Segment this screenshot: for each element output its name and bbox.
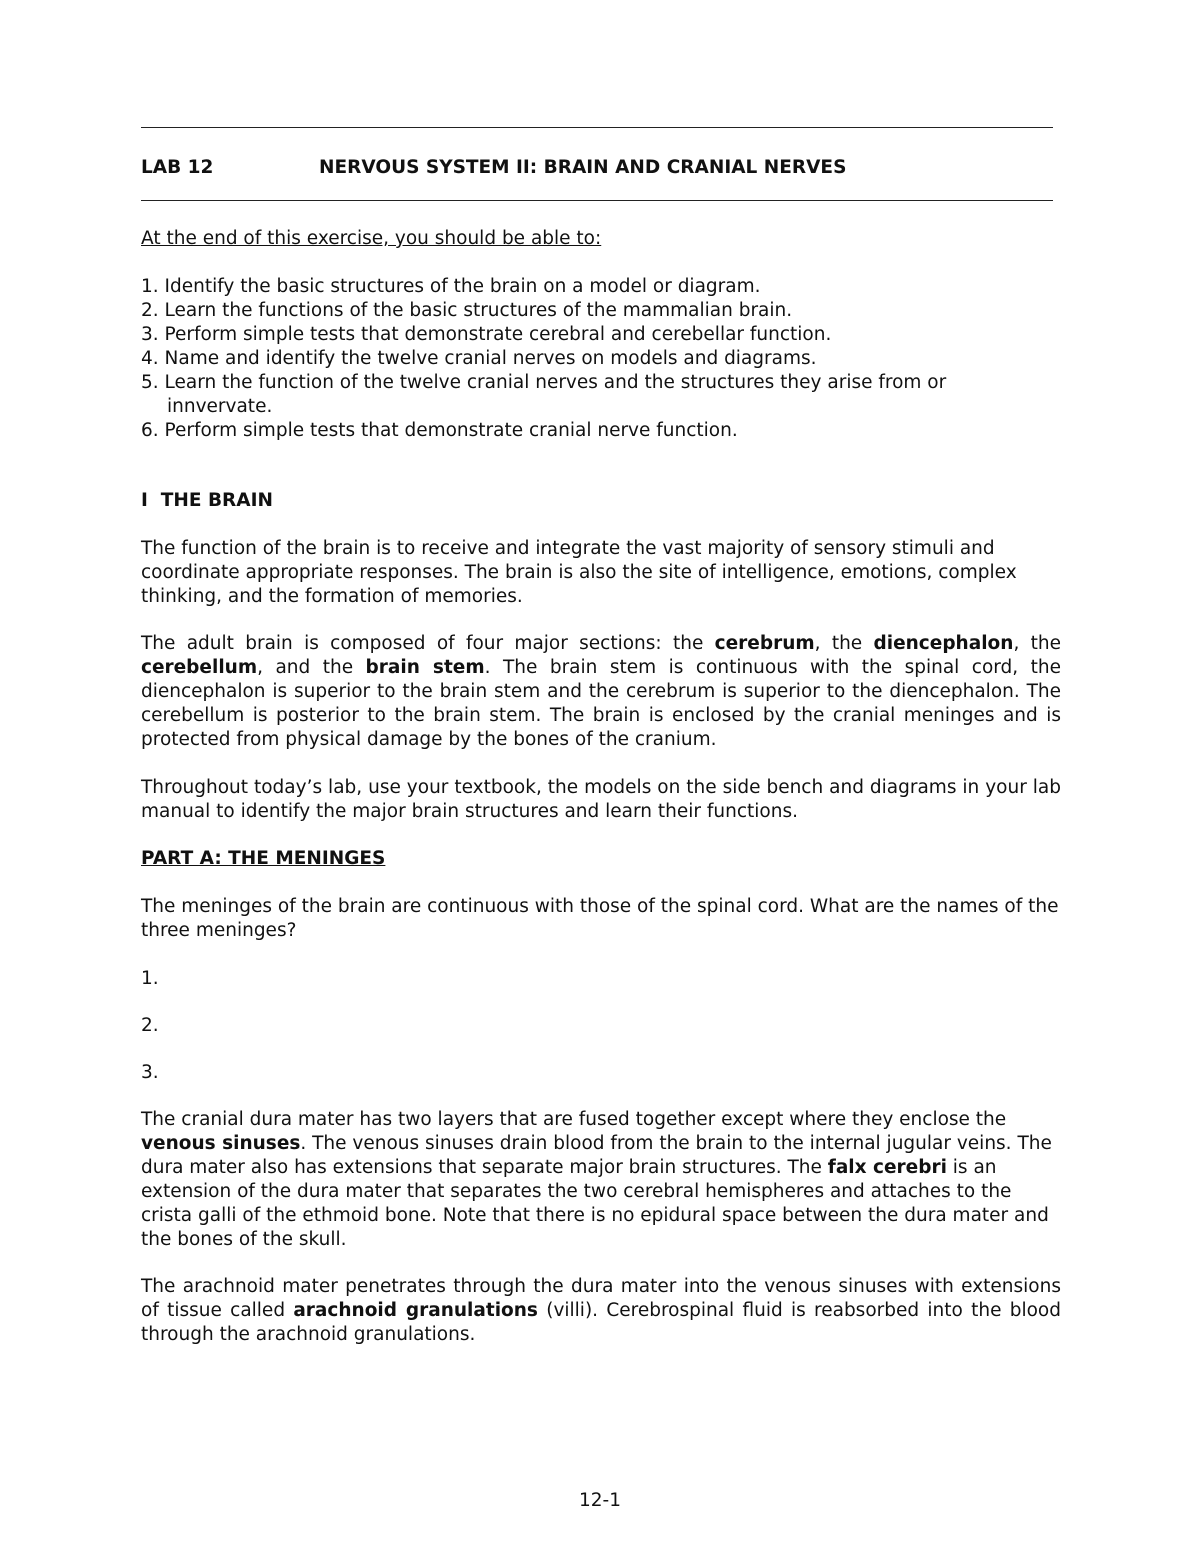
text-run: , the — [1013, 633, 1061, 654]
text-run: , the — [814, 633, 874, 654]
text-run: The cranial dura mater has two layers that are fused together except where they enclose the — [141, 1109, 1007, 1130]
text-run: The adult brain is composed of four major sections: the — [141, 633, 715, 654]
objective-item: 3. Perform simple tests that demonstrate cerebral and cerebellar function. — [141, 324, 832, 345]
header-bottom-rule — [141, 200, 1053, 201]
top-rule — [141, 127, 1053, 128]
term-falx-cerebri: falx cerebri — [827, 1157, 947, 1178]
text-run: . The brain stem is continuous with the spinal cord, the diencephalon is superior to the brain stem and the cerebrum is superior to the diencephalon. The cerebellum is posterior to the brain stem. The brain is enclosed by the cranial meninges and is protected from physical damage by the bones of the cranium. — [141, 657, 1061, 750]
objective-item: 5. Learn the function of the twelve cranial nerves and the structures they arise from or innvervate. — [141, 372, 947, 417]
text-run: is an extension of the dura mater that separates the two cerebral hemispheres and attaches to the crista galli of the ethmoid bone. Note that there is no epidural space between the dura mater and the bones of the skull. — [141, 1157, 1049, 1250]
term-cerebellum: cerebellum — [141, 657, 258, 678]
term-diencephalon: diencephalon — [873, 633, 1014, 654]
brain-function-paragraph: The function of the brain is to receive and integrate the vast majority of sensory stimuli and coordinate appropriate responses. The brain is also the site of intelligence, emotions, complex thinking, and the formation of memories. — [141, 538, 1017, 607]
part-a-heading: PART A: THE MENINGES — [141, 848, 386, 869]
dura-mater-paragraph — [141, 1108, 1061, 1252]
meninges-question: The meninges of the brain are continuous with those of the spinal cord. What are the names of the three meninges? — [141, 896, 1059, 941]
text-run: , and the — [257, 657, 366, 678]
lab-instructions-paragraph: Throughout today’s lab, use your textbook, the models on the side bench and diagrams in your lab manual to identify the major brain structures and learn their functions. — [141, 777, 1061, 822]
objective-item: 4. Name and identify the twelve cranial nerves on models and diagrams. — [141, 348, 817, 369]
lab-number: LAB 12 — [141, 157, 214, 178]
term-cerebrum: cerebrum — [714, 633, 815, 654]
lab-title: NERVOUS SYSTEM II: BRAIN AND CRANIAL NERVES — [319, 157, 847, 178]
answer-line-3: 3. — [141, 1062, 159, 1083]
text-run: (villi). Cerebrospinal fluid is reabsorbed into the blood through the arachnoid granulations. — [141, 1300, 1061, 1345]
objectives-intro: At the end of this exercise, you should be able to: — [141, 228, 602, 249]
page-number: 12-1 — [579, 1490, 621, 1511]
objectives-list — [141, 275, 1061, 443]
term-brain-stem: brain stem — [365, 657, 485, 678]
answer-line-2: 2. — [141, 1015, 159, 1036]
term-venous-sinuses: venous sinuses — [141, 1133, 301, 1154]
section-heading-brain: I THE BRAIN — [141, 490, 273, 511]
objective-item: 2. Learn the functions of the basic structures of the mammalian brain. — [141, 300, 793, 321]
term-arachnoid-granulations: arachnoid granulations — [293, 1300, 538, 1321]
objective-item: 6. Perform simple tests that demonstrate cranial nerve function. — [141, 420, 738, 441]
arachnoid-paragraph — [141, 1275, 1061, 1347]
text-run: The arachnoid mater penetrates through the dura mater into the venous sinuses with extensions of tissue called — [141, 1276, 1061, 1321]
answer-line-1: 1. — [141, 968, 159, 989]
brain-sections-paragraph — [141, 632, 1061, 752]
text-run: . The venous sinuses drain blood from the brain to the internal jugular veins. The dura mater also has extensions that separate major brain structures. The — [141, 1133, 1052, 1178]
objective-item: 1. Identify the basic structures of the brain on a model or diagram. — [141, 276, 761, 297]
